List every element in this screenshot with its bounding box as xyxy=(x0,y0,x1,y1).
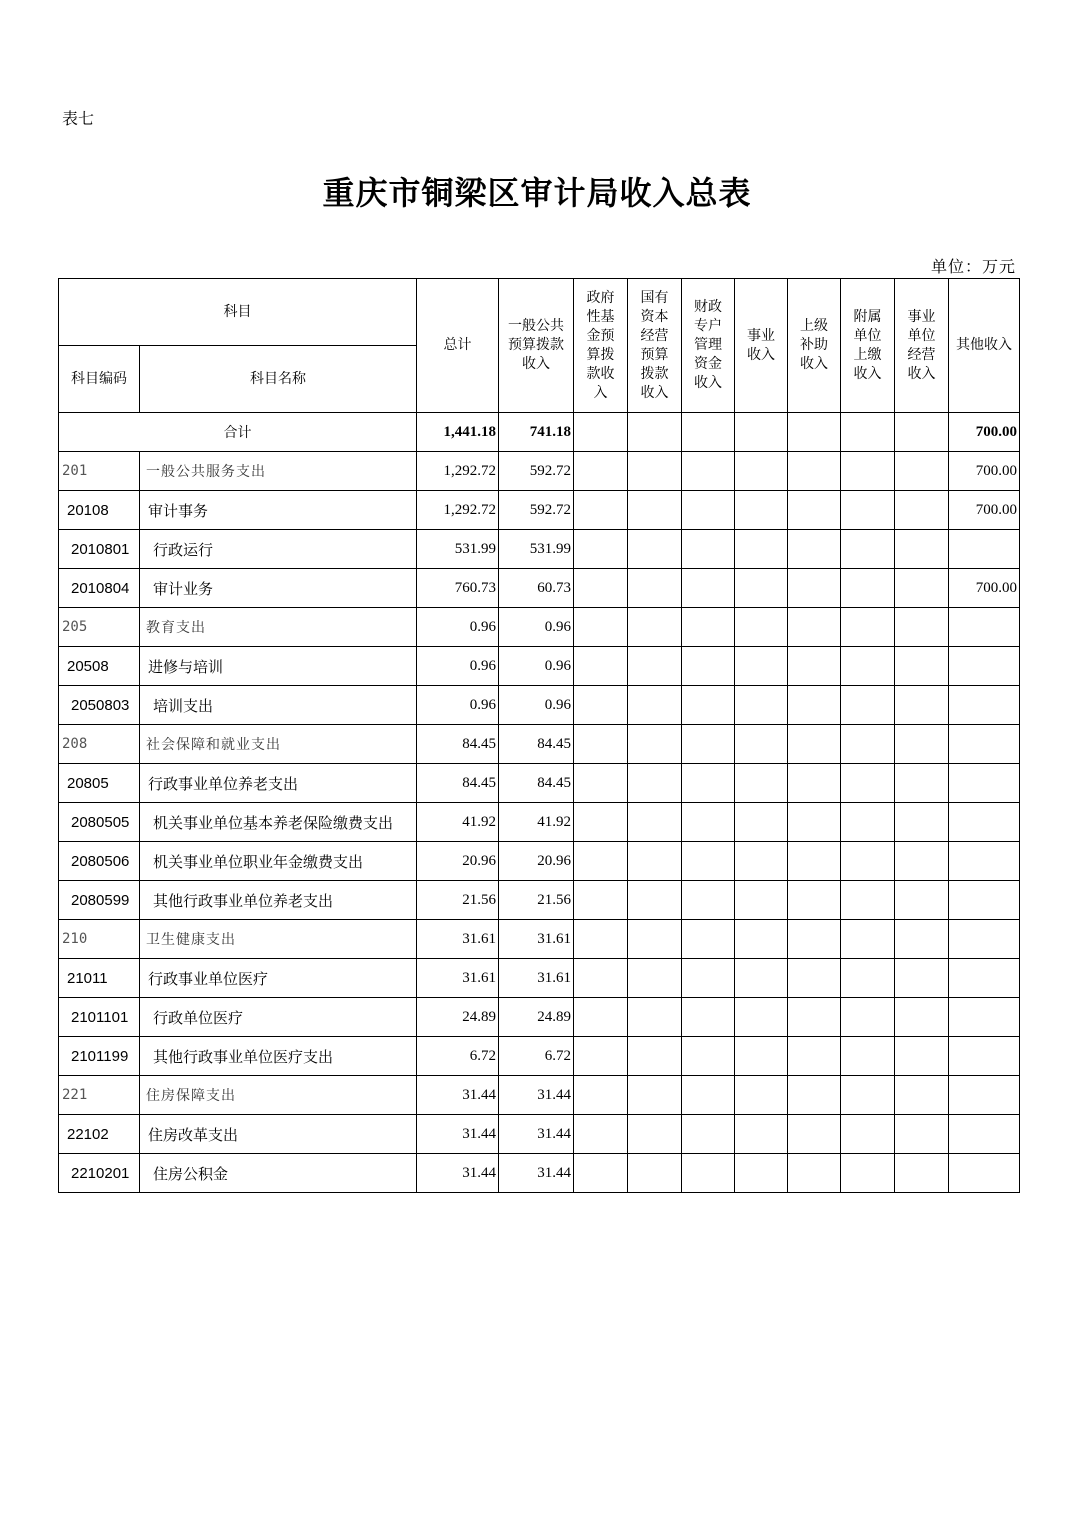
row-code: 20805 xyxy=(59,764,140,803)
row-name: 审计业务 xyxy=(140,569,417,608)
row-total: 760.73 xyxy=(417,569,499,608)
header-special-fund: 财政专户管理资金收入 xyxy=(682,279,735,413)
table-row xyxy=(59,686,1020,725)
header-name: 科目名称 xyxy=(140,346,417,413)
row-other xyxy=(949,842,1020,881)
row-other xyxy=(949,881,1020,920)
row-total: 1,292.72 xyxy=(417,452,499,491)
row-total: 0.96 xyxy=(417,647,499,686)
table-row xyxy=(59,842,1020,881)
row-other xyxy=(949,959,1020,998)
total-other: 700.00 xyxy=(949,413,1020,452)
row-name: 机关事业单位职业年金缴费支出 xyxy=(140,842,417,881)
row-other xyxy=(949,647,1020,686)
table-row xyxy=(59,569,1020,608)
row-name: 行政单位医疗 xyxy=(140,998,417,1037)
row-code: 210 xyxy=(59,920,140,959)
row-other: 700.00 xyxy=(949,452,1020,491)
row-code: 21011 xyxy=(59,959,140,998)
header-general: 一般公共预算拨款收入 xyxy=(499,279,574,413)
table-row xyxy=(59,1076,1020,1115)
row-other: 700.00 xyxy=(949,491,1020,530)
header-state-capital: 国有资本经营预算拨款收入 xyxy=(628,279,682,413)
table-row xyxy=(59,530,1020,569)
header-business: 事业收入 xyxy=(735,279,788,413)
row-general: 31.44 xyxy=(499,1154,574,1193)
table-row xyxy=(59,881,1020,920)
row-name: 住房改革支出 xyxy=(140,1115,417,1154)
row-code: 22102 xyxy=(59,1115,140,1154)
row-total: 21.56 xyxy=(417,881,499,920)
row-general: 31.61 xyxy=(499,920,574,959)
row-general: 41.92 xyxy=(499,803,574,842)
row-name: 住房保障支出 xyxy=(140,1076,417,1115)
row-code: 2050803 xyxy=(59,686,140,725)
row-total: 31.61 xyxy=(417,920,499,959)
row-other xyxy=(949,608,1020,647)
row-other xyxy=(949,1076,1020,1115)
row-general: 592.72 xyxy=(499,491,574,530)
row-code: 2010804 xyxy=(59,569,140,608)
row-general: 0.96 xyxy=(499,647,574,686)
row-total: 6.72 xyxy=(417,1037,499,1076)
row-general: 20.96 xyxy=(499,842,574,881)
row-general: 84.45 xyxy=(499,764,574,803)
row-name: 行政运行 xyxy=(140,530,417,569)
table-row xyxy=(59,647,1020,686)
row-total: 531.99 xyxy=(417,530,499,569)
table-row xyxy=(59,803,1020,842)
table-row xyxy=(59,998,1020,1037)
income-table xyxy=(58,278,1020,1193)
row-general: 31.44 xyxy=(499,1076,574,1115)
table-row xyxy=(59,491,1020,530)
header-subject: 科目 xyxy=(59,279,417,346)
row-total: 84.45 xyxy=(417,764,499,803)
total-general: 741.18 xyxy=(499,413,574,452)
row-name: 进修与培训 xyxy=(140,647,417,686)
row-other xyxy=(949,1154,1020,1193)
table-row xyxy=(59,1115,1020,1154)
row-other xyxy=(949,764,1020,803)
header-superior: 上级补助收入 xyxy=(788,279,841,413)
row-name: 其他行政事业单位医疗支出 xyxy=(140,1037,417,1076)
table-row xyxy=(59,1154,1020,1193)
row-code: 221 xyxy=(59,1076,140,1115)
row-code: 2210201 xyxy=(59,1154,140,1193)
row-code: 2080505 xyxy=(59,803,140,842)
row-other xyxy=(949,1037,1020,1076)
row-general: 592.72 xyxy=(499,452,574,491)
header-gov-fund: 政府性基金预算拨款收入 xyxy=(574,279,628,413)
row-total: 31.44 xyxy=(417,1076,499,1115)
row-code: 2010801 xyxy=(59,530,140,569)
header-operation: 事业单位经营收入 xyxy=(895,279,949,413)
page-title: 重庆市铜梁区审计局收入总表 xyxy=(322,174,752,212)
header-total: 总计 xyxy=(417,279,499,413)
row-total: 31.44 xyxy=(417,1154,499,1193)
row-code: 201 xyxy=(59,452,140,491)
header-other: 其他收入 xyxy=(949,279,1020,413)
row-name: 一般公共服务支出 xyxy=(140,452,417,491)
row-name: 其他行政事业单位养老支出 xyxy=(140,881,417,920)
row-total: 31.61 xyxy=(417,959,499,998)
table-label: 表七 xyxy=(62,109,95,128)
row-code: 205 xyxy=(59,608,140,647)
row-total: 31.44 xyxy=(417,1115,499,1154)
row-name: 卫生健康支出 xyxy=(140,920,417,959)
row-general: 531.99 xyxy=(499,530,574,569)
row-name: 机关事业单位基本养老保险缴费支出 xyxy=(140,803,417,842)
row-total: 1,292.72 xyxy=(417,491,499,530)
row-total: 84.45 xyxy=(417,725,499,764)
row-other xyxy=(949,803,1020,842)
row-code: 2080506 xyxy=(59,842,140,881)
row-code: 20508 xyxy=(59,647,140,686)
unit-label: 单位：万元 xyxy=(930,257,1016,276)
row-total: 0.96 xyxy=(417,686,499,725)
row-other xyxy=(949,530,1020,569)
row-general: 21.56 xyxy=(499,881,574,920)
row-total: 20.96 xyxy=(417,842,499,881)
table-row xyxy=(59,608,1020,647)
row-general: 84.45 xyxy=(499,725,574,764)
total-row xyxy=(59,413,1020,452)
row-general: 24.89 xyxy=(499,998,574,1037)
row-name: 行政事业单位医疗 xyxy=(140,959,417,998)
table-row xyxy=(59,725,1020,764)
total-label: 合计 xyxy=(59,413,417,452)
row-name: 住房公积金 xyxy=(140,1154,417,1193)
row-total: 41.92 xyxy=(417,803,499,842)
row-other xyxy=(949,725,1020,764)
header-code: 科目编码 xyxy=(59,346,140,413)
row-code: 2101199 xyxy=(59,1037,140,1076)
table-row xyxy=(59,1037,1020,1076)
row-code: 208 xyxy=(59,725,140,764)
row-general: 0.96 xyxy=(499,608,574,647)
table-row xyxy=(59,920,1020,959)
row-name: 行政事业单位养老支出 xyxy=(140,764,417,803)
row-other xyxy=(949,998,1020,1037)
header-affiliated: 附属单位上缴收入 xyxy=(841,279,895,413)
row-name: 培训支出 xyxy=(140,686,417,725)
row-name: 审计事务 xyxy=(140,491,417,530)
row-other xyxy=(949,920,1020,959)
row-name: 教育支出 xyxy=(140,608,417,647)
row-general: 31.61 xyxy=(499,959,574,998)
row-name: 社会保障和就业支出 xyxy=(140,725,417,764)
row-other xyxy=(949,1115,1020,1154)
table-row xyxy=(59,959,1020,998)
row-code: 20108 xyxy=(59,491,140,530)
row-general: 0.96 xyxy=(499,686,574,725)
row-other: 700.00 xyxy=(949,569,1020,608)
row-code: 2080599 xyxy=(59,881,140,920)
row-general: 31.44 xyxy=(499,1115,574,1154)
row-total: 24.89 xyxy=(417,998,499,1037)
row-code: 2101101 xyxy=(59,998,140,1037)
row-general: 6.72 xyxy=(499,1037,574,1076)
row-other xyxy=(949,686,1020,725)
row-general: 60.73 xyxy=(499,569,574,608)
row-total: 0.96 xyxy=(417,608,499,647)
table-row xyxy=(59,452,1020,491)
total-total: 1,441.18 xyxy=(417,413,499,452)
table-row xyxy=(59,764,1020,803)
